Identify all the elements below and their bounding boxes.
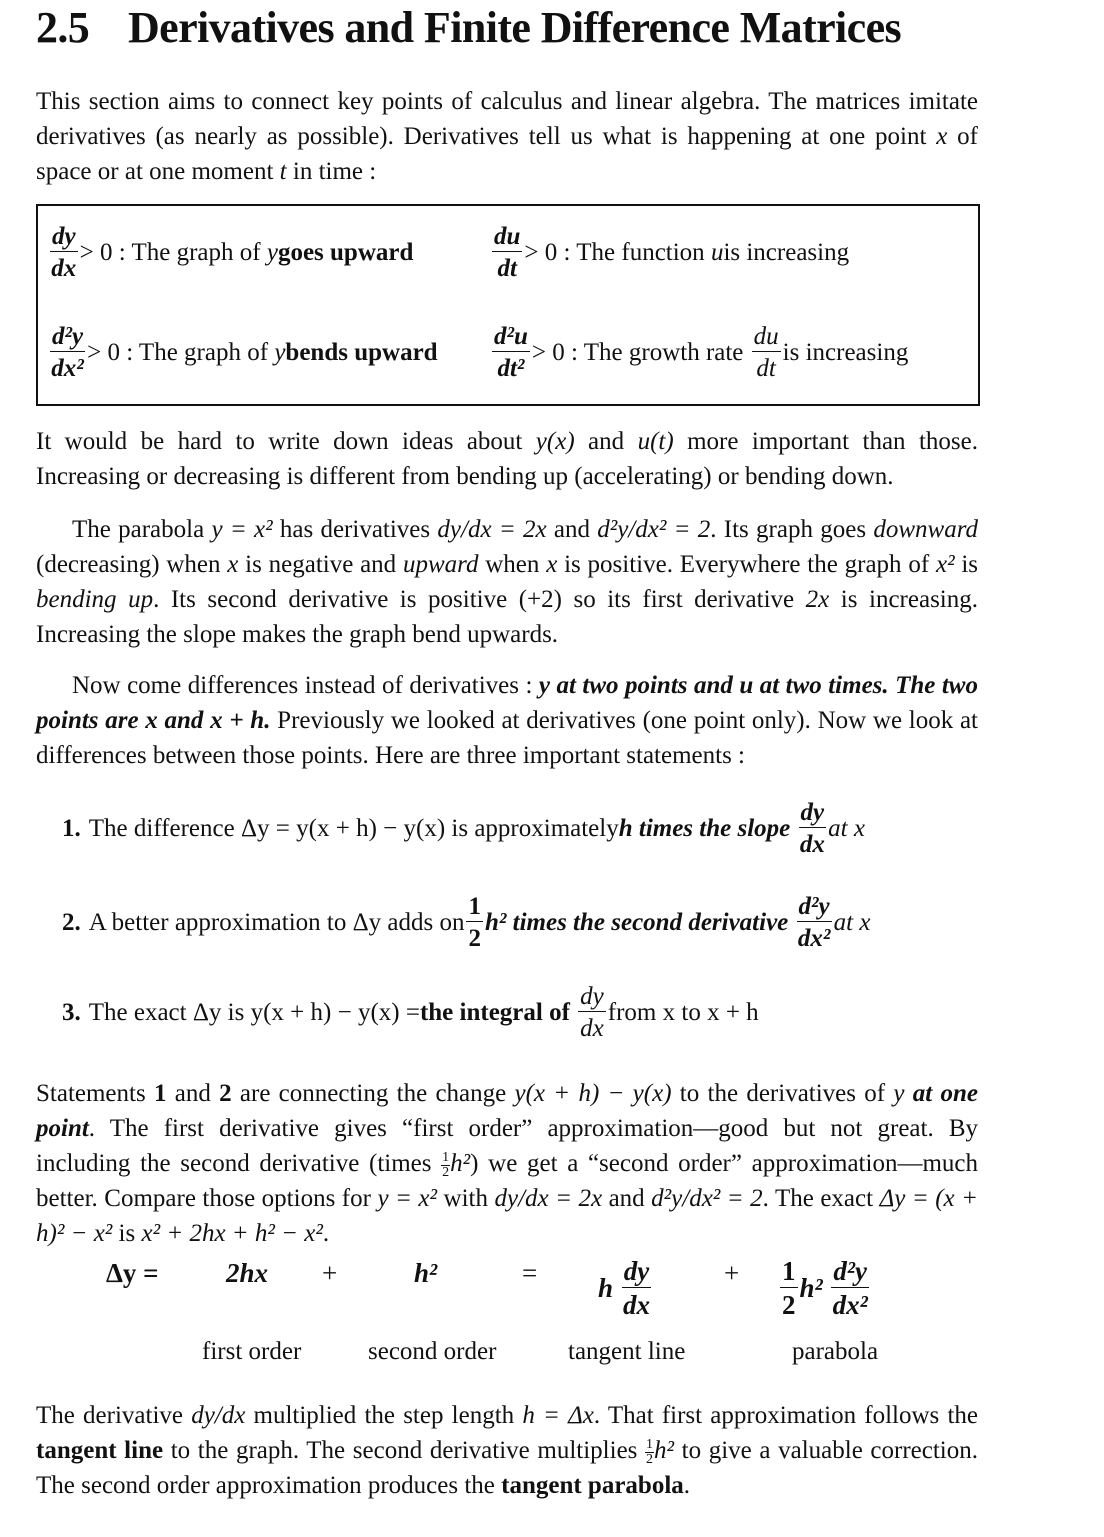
math: Δy = (x + h)² − x² [36, 1185, 979, 1247]
numerator: d²y [798, 893, 830, 920]
denominator: dt² [497, 355, 525, 382]
math: y [266, 238, 278, 266]
text: > 0 : The function [524, 238, 705, 266]
text: > 0 : The graph of [87, 338, 269, 366]
math: 2hx [226, 1258, 269, 1288]
denominator: dx [623, 1290, 651, 1320]
text: has derivatives [279, 516, 438, 543]
paragraph-3 [36, 668, 978, 773]
text: when [478, 551, 547, 578]
text: . The exact [762, 1185, 880, 1212]
eq-plus-1 [322, 1258, 337, 1289]
numerator: 1 [782, 1256, 796, 1286]
denominator: dx² [797, 925, 831, 952]
denominator: dx² [832, 1290, 868, 1320]
text: Now come differences instead of derivatives : [72, 672, 539, 699]
eq-parabola-term [778, 1258, 871, 1319]
paragraph-5 [36, 1398, 978, 1503]
math: h [598, 1273, 614, 1303]
text: . Its graph goes [710, 516, 874, 543]
text: . [683, 1472, 691, 1499]
text: and [602, 1185, 652, 1212]
text: more important than those. Increasing or decreasing is different from bending up (accelerating) or bending down. [36, 428, 978, 490]
statement-number: 2. [62, 908, 81, 936]
text: The exact Δy is y(x + h) − y(x) = [88, 998, 420, 1026]
text: is increasing. Increasing the slope makes the graph bend upwards. [36, 586, 978, 648]
text: to the derivatives of [671, 1080, 894, 1107]
text: > 0 : The graph of [79, 238, 261, 266]
bold-text: goes upward [277, 238, 414, 266]
eq-lhs [106, 1258, 159, 1289]
emphasis: at one point [36, 1080, 978, 1142]
numerator: dy [580, 983, 604, 1010]
math: Δy = [106, 1258, 159, 1288]
section-title: Derivatives and Finite Difference Matrices [128, 3, 902, 52]
box-cell-d2ydx2 [48, 324, 438, 381]
text: is [954, 551, 979, 578]
fraction [799, 800, 827, 857]
math: dy/dx = 2x [437, 516, 547, 543]
fraction [622, 1258, 651, 1319]
text: Statements [36, 1080, 154, 1107]
emphasis: bending up [36, 586, 154, 613]
math: h² [414, 1258, 438, 1288]
eq-first-order-term [226, 1258, 268, 1289]
fraction [492, 224, 522, 281]
denominator: dx [799, 831, 825, 858]
fraction [578, 984, 606, 1041]
caption-tangent-line: tangent line [568, 1338, 686, 1365]
caption-second-order: second order [368, 1338, 497, 1365]
numerator: d²y [52, 323, 84, 350]
text: and [166, 1080, 220, 1107]
text: . [322, 1220, 330, 1247]
eq-tangent-term [598, 1258, 653, 1319]
caption-parabola: parabola [792, 1338, 879, 1365]
text: from x to x + h [607, 998, 759, 1026]
numerator: 1 [468, 893, 481, 920]
text: The parabola [72, 516, 212, 543]
section-heading [36, 2, 901, 53]
text: is increasing [782, 338, 909, 366]
bold-text: the integral of [419, 998, 570, 1026]
half-fraction: $\frac{1}{2}$ [442, 1149, 450, 1180]
paragraph-1 [36, 424, 978, 494]
math: u [710, 238, 724, 266]
fraction [831, 1258, 869, 1319]
math: h² [799, 1273, 823, 1303]
eq-second-order-term [414, 1258, 437, 1289]
fraction [50, 224, 78, 281]
bold-text: 1 [153, 1080, 167, 1107]
math: h² [654, 1437, 675, 1464]
statement-1 [62, 800, 865, 857]
text: of space or at one moment [36, 123, 978, 185]
text: in time : [286, 158, 377, 185]
statement-2 [62, 894, 870, 951]
bold-text: tangent line [36, 1437, 164, 1464]
text: ) we get a “second order” approximation—much better. Compare those options for [36, 1150, 978, 1212]
eq-equals [522, 1258, 537, 1289]
denominator: 2 [468, 925, 481, 952]
math: = [522, 1258, 538, 1288]
numerator: dy [800, 799, 825, 826]
math: u(t) [637, 428, 674, 455]
half-fraction: $\frac{1}{2}$ [646, 1436, 654, 1467]
numerator: du [753, 323, 779, 350]
statement-number: 3. [62, 998, 81, 1026]
math: y [893, 1080, 905, 1107]
text: . Its second derivative is positive (+2) so its first derivative [153, 586, 806, 613]
box-cell-dudt [490, 224, 849, 281]
statement-3 [62, 984, 759, 1041]
text: with [437, 1185, 495, 1212]
text: is increasing [723, 238, 850, 266]
text: This section aims to connect key points of calculus and linear algebra. The matrices imitate derivatives (as nearly as possible). Derivatives tell us what is happening at one point [36, 88, 978, 150]
math: h = Δx [522, 1402, 594, 1429]
text: and [546, 516, 598, 543]
math: y = x² [377, 1185, 438, 1212]
math: x [546, 551, 558, 578]
text: The derivative [36, 1402, 192, 1429]
text: and [574, 428, 638, 455]
text: is negative and [238, 551, 403, 578]
box-cell-dydx [48, 224, 413, 281]
bold-text: bends upward [285, 338, 438, 366]
text: It would be hard to write down ideas about [36, 428, 536, 455]
math: + [724, 1258, 740, 1288]
text: The difference Δy = y(x + h) − y(x) is approximately [88, 814, 619, 842]
math: 2x [805, 586, 830, 613]
section-number: 2.5 [36, 3, 90, 52]
text: at x [833, 908, 871, 936]
math: x [227, 551, 239, 578]
math: y = x² [211, 516, 280, 543]
denominator: dt [497, 255, 517, 282]
math: x² + 2hx + h² − x² [141, 1220, 323, 1247]
eq-plus-2 [724, 1258, 739, 1289]
math: y(x + h) − y(x) [514, 1080, 672, 1107]
fraction [466, 894, 483, 951]
text: . The first derivative gives “first order” approximation—good but not great. By including the second derivative (times [36, 1115, 978, 1177]
fraction [797, 894, 832, 951]
math: d²y/dx² = 2 [597, 516, 711, 543]
text: at x [828, 814, 865, 842]
denominator: dt [756, 355, 776, 382]
text: to the graph. The second derivative multiplies [163, 1437, 646, 1464]
emphasis: downward [873, 516, 979, 543]
bold-text: h times the slope [618, 814, 791, 842]
math: d²y/dx² = 2 [651, 1185, 763, 1212]
math: h² [450, 1150, 471, 1177]
numerator: dy [52, 223, 76, 250]
text: to give a valuable correction. The second order approximation produces the [36, 1437, 978, 1499]
bold-text: 2 [219, 1080, 232, 1107]
math: t [279, 158, 287, 185]
numerator: dy [623, 1256, 650, 1286]
math: + [322, 1258, 338, 1288]
bold-text: y at two points and u at two times. The two points are x and x + h. [36, 672, 978, 734]
text: is positive. Everywhere the graph of [557, 551, 936, 578]
math: x² [935, 551, 955, 578]
bold-text: tangent parabola [501, 1472, 684, 1499]
caption-first-order: first order [202, 1338, 302, 1365]
math: y(x) [535, 428, 575, 455]
math: dy/dx = 2x [494, 1185, 603, 1212]
paragraph-4 [36, 1076, 978, 1251]
fraction [50, 324, 85, 381]
text: are connecting the change [231, 1080, 515, 1107]
numerator: du [494, 223, 521, 250]
text: Previously we looked at derivatives (one point only). Now we look at differences between those points. Here are three important statements : [36, 707, 978, 769]
numerator: d²u [494, 323, 528, 350]
denominator: dx [51, 255, 77, 282]
math: y [274, 338, 286, 366]
math: dy/dx [191, 1402, 246, 1429]
math: x [936, 123, 948, 150]
fraction [492, 324, 530, 381]
denominator: dx² [51, 355, 84, 382]
text: is [112, 1220, 142, 1247]
derivative-summary-box [36, 204, 980, 406]
paragraph-2 [36, 512, 978, 652]
text: multiplied the step length [245, 1402, 523, 1429]
text: > 0 : The growth rate [531, 338, 744, 366]
denominator: 2 [782, 1290, 796, 1320]
text: (decreasing) when [36, 551, 228, 578]
denominator: dx [580, 1015, 604, 1042]
box-cell-d2udt2 [490, 324, 908, 381]
intro-paragraph [36, 84, 978, 189]
fraction [752, 324, 781, 381]
text: A better approximation to Δy adds on [88, 908, 465, 936]
fraction [780, 1258, 798, 1319]
text: . That first approximation follows the [593, 1402, 978, 1429]
emphasis: upward [402, 551, 479, 578]
statement-number: 1. [62, 814, 81, 842]
bold-text: h² times the second derivative [484, 908, 789, 936]
numerator: d²y [833, 1256, 867, 1286]
